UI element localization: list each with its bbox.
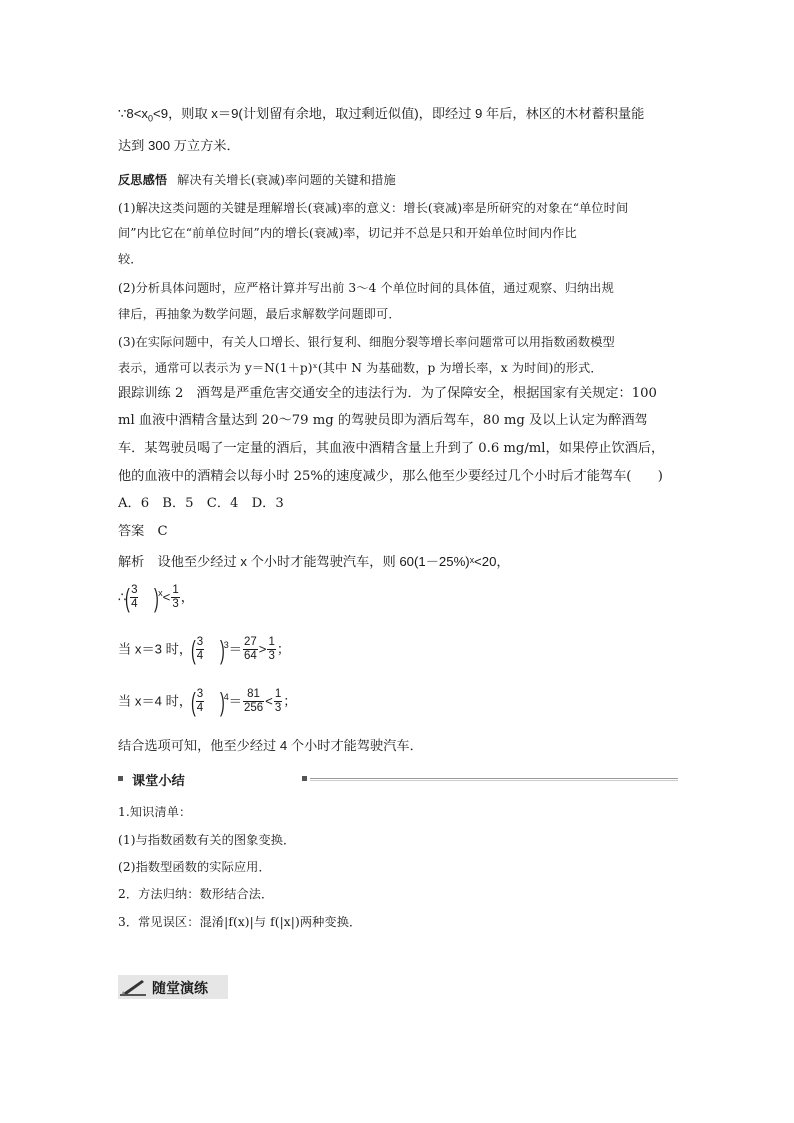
reflection-heading: 反思感悟 bbox=[118, 173, 168, 187]
frac-den: 4 bbox=[131, 598, 138, 611]
frac-den: 4 bbox=[196, 650, 204, 663]
solution-conclusion: 结合选项可知，他至少经过 4 个小时才能驾驶汽车． bbox=[118, 738, 423, 753]
lt-symbol: < bbox=[265, 693, 273, 709]
gt-symbol: > bbox=[258, 641, 267, 657]
exercise-l3: 车．某驾驶员喝了一定量的酒后，其血液中酒精含量上升到了 0.6 mg/ml，如果停止饮酒后， bbox=[118, 441, 665, 456]
fraction-1-3 bbox=[267, 636, 275, 663]
right-paren: ) bbox=[220, 634, 225, 665]
exercise-l2: ml 血液中酒精含量达到 20～79 mg 的驾驶员即为酒后驾车，80 mg 及以上认定为醉酒驾 bbox=[118, 413, 648, 428]
section-square-left bbox=[118, 776, 123, 781]
summary-title: 课堂小结 bbox=[132, 773, 185, 788]
frac-num: 1 bbox=[268, 636, 275, 649]
intro-subscript: 0 bbox=[148, 113, 154, 124]
reflection-title: 解决有关增长(衰减)率问题的关键和措施 bbox=[177, 173, 396, 187]
summary-l3: (2)指数型函数的实际应用． bbox=[118, 860, 271, 874]
fraction-3-4 bbox=[196, 688, 204, 715]
reflection-p1-l1: (1)解决这类问题的关键是理解增长(衰减)率的意义：增长(衰减)率是所研究的对象在“单位时间 bbox=[118, 201, 629, 215]
fraction-27-64 bbox=[243, 636, 258, 663]
frac-num: 3 bbox=[196, 688, 204, 701]
fraction-3-4 bbox=[196, 636, 204, 663]
reflection-heading-line bbox=[118, 171, 396, 189]
reflection-p3-l1: (3)在实际问题中，有关人口增长、银行复利、细胞分裂等增长率问题常可以用指数函数模型 bbox=[118, 335, 615, 349]
right-paren: ) bbox=[220, 686, 225, 717]
summary-l5: 3．常见误区：混淆|f(x)|与 f(|x|)两种变换． bbox=[118, 915, 362, 929]
case3-label: 当 x＝3 时， bbox=[118, 641, 193, 657]
case4-label: 当 x＝4 时， bbox=[118, 693, 193, 709]
frac-den: 3 bbox=[274, 702, 282, 715]
frac-num: 3 bbox=[131, 584, 138, 597]
summary-l1: 1.知识清单： bbox=[118, 805, 192, 819]
left-paren: ( bbox=[190, 686, 196, 717]
comma: ， bbox=[180, 589, 194, 605]
semicolon: ； bbox=[283, 693, 297, 709]
reflection-p3-l2: 表示，通常可以表示为 y＝N(1＋p)ˣ(其中 N 为基础数，p 为增长率，x 为时间)的形式． bbox=[118, 361, 603, 375]
solution-case-4 bbox=[118, 688, 296, 715]
intro-text-b: <9，则取 x＝9(计划留有余地，取过剩近似值)，即经过 9 年后，林区的木材蓄积量能 bbox=[153, 106, 645, 121]
frac-den: 256 bbox=[243, 702, 264, 715]
frac-num: 1 bbox=[274, 688, 282, 701]
practice-title: 随堂演练 bbox=[152, 980, 208, 996]
section-square-right bbox=[302, 776, 307, 781]
frac-num: 27 bbox=[243, 636, 257, 649]
exercise-l1: 跟踪训练 2 酒驾是严重危害交通安全的违法行为．为了保障安全，根据国家有关规定：100 bbox=[118, 386, 657, 401]
solution-case-3 bbox=[118, 636, 290, 663]
section-rule bbox=[310, 778, 678, 779]
reflection-p1-l2: 间”内比它在“前单位时间”内的增长(衰减)率，切记并不总是只和开始单位时间内作比 bbox=[118, 226, 577, 240]
right-paren: ) bbox=[154, 582, 160, 613]
exercise-options: A．6 B．5 C．4 D．3 bbox=[118, 496, 284, 511]
fraction-1-3 bbox=[274, 688, 282, 715]
frac-den: 4 bbox=[196, 702, 204, 715]
intro-line-2: 达到 300 万立方米． bbox=[118, 138, 240, 153]
reflection-p2-l1: (2)分析具体问题时，应严格计算并写出前 3～4 个单位时间的具体值，通过观察、归纳出规 bbox=[118, 281, 614, 295]
reflection-p1-l3: 较． bbox=[118, 252, 143, 266]
exponent-x: x bbox=[158, 588, 163, 598]
lt-symbol: < bbox=[162, 589, 171, 605]
intro-text-a: ∵8<x bbox=[118, 106, 149, 121]
frac-den: 3 bbox=[268, 650, 275, 663]
exponent-3: 3 bbox=[223, 640, 229, 650]
solution-l1: 解析 设他至少经过 x 个小时才能驾驶汽车，则 60(1－25%)ˣ<20， bbox=[118, 554, 510, 569]
left-paren: ( bbox=[190, 634, 196, 665]
exercise-l4: 他的血液中的酒精会以每小时 25%的速度减少，那么他至少要经过几个小时后才能驾车( ) bbox=[118, 469, 663, 484]
solution-inequality bbox=[118, 584, 194, 611]
summary-l2: (1)与指数函数有关的图象变换． bbox=[118, 833, 296, 847]
pencil-icon bbox=[120, 978, 146, 996]
frac-num: 3 bbox=[196, 636, 204, 649]
frac-den: 64 bbox=[243, 650, 257, 663]
summary-l4: 2．方法归纳：数形结合法． bbox=[118, 887, 274, 901]
frac-den: 3 bbox=[172, 598, 179, 611]
eq-symbol: ＝ bbox=[228, 693, 242, 709]
left-paren: ( bbox=[125, 582, 131, 613]
fraction-81-256 bbox=[243, 688, 264, 715]
exercise-answer: 答案 C bbox=[118, 524, 168, 539]
summary-section-bar bbox=[118, 772, 678, 786]
fraction-3-4 bbox=[130, 584, 138, 611]
therefore-symbol: ∴ bbox=[118, 589, 127, 605]
fraction-1-3 bbox=[171, 584, 179, 611]
section-rule-light bbox=[310, 780, 678, 781]
semicolon: ； bbox=[276, 641, 291, 657]
eq-symbol: ＝ bbox=[228, 641, 242, 657]
exponent-4: 4 bbox=[223, 692, 229, 702]
intro-line-1 bbox=[118, 105, 644, 128]
frac-num: 81 bbox=[243, 688, 264, 702]
reflection-p2-l2: 律后，再抽象为数学问题，最后求解数学问题即可． bbox=[118, 307, 401, 321]
frac-num: 1 bbox=[172, 584, 179, 597]
